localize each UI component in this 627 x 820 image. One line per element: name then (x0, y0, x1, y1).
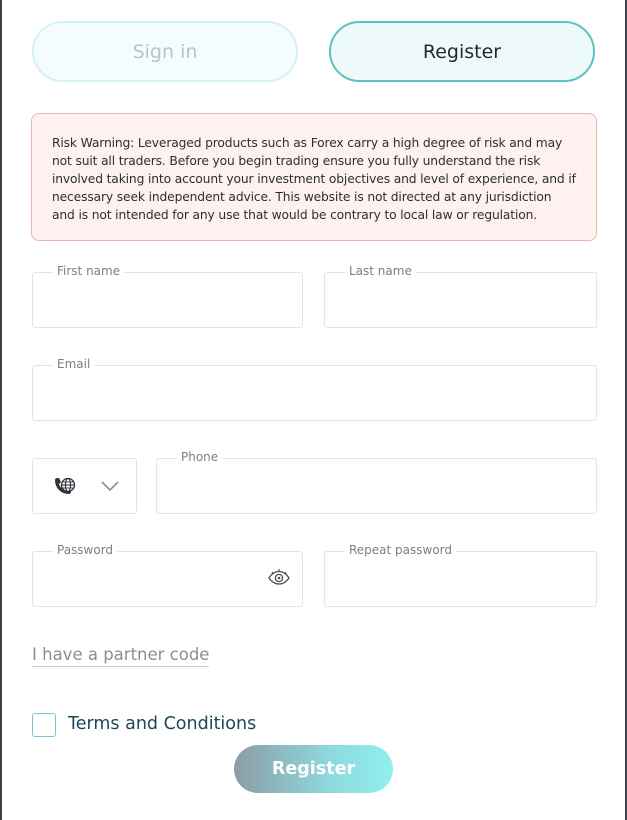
first-name-field[interactable] (32, 264, 303, 328)
last-name-field[interactable] (324, 264, 597, 328)
email-field[interactable] (32, 357, 597, 421)
eye-icon[interactable] (268, 568, 290, 586)
globe-phone-icon (53, 476, 77, 498)
repeat-password-field[interactable] (324, 543, 597, 607)
terms-label[interactable]: Terms and Conditions (68, 714, 257, 734)
phone-country-select[interactable] (32, 458, 137, 514)
register-submit-label: Register (271, 759, 356, 779)
register-submit-button[interactable] (234, 745, 393, 793)
terms-checkbox[interactable] (32, 713, 56, 737)
repeat-password-label: Repeat password (345, 543, 456, 557)
partner-code-link[interactable]: I have a partner code (32, 645, 209, 667)
password-field[interactable] (32, 543, 303, 607)
first-name-label: First name (53, 264, 124, 278)
tab-sign-in-label: Sign in (132, 40, 198, 63)
password-label: Password (53, 543, 117, 557)
tab-sign-in[interactable] (32, 21, 298, 82)
last-name-label: Last name (345, 264, 416, 278)
risk-warning-box (31, 113, 597, 241)
chevron-down-icon (100, 479, 120, 493)
email-label: Email (53, 357, 94, 371)
phone-field[interactable] (156, 450, 597, 514)
tab-register-label: Register (422, 40, 502, 63)
tab-register[interactable] (329, 21, 595, 82)
phone-label: Phone (177, 450, 222, 464)
risk-warning-text: Risk Warning: Leveraged products such as Forex carry a high degree of risk and may not suit all traders. Before you begin trading ensure you fully understand the risk involved taking into account your investment objectives and level of experience, and if necessary seek independent advice. This website is not directed at any jurisdiction and is not intended for any use that would be contrary to local law or regulation. (52, 136, 576, 222)
